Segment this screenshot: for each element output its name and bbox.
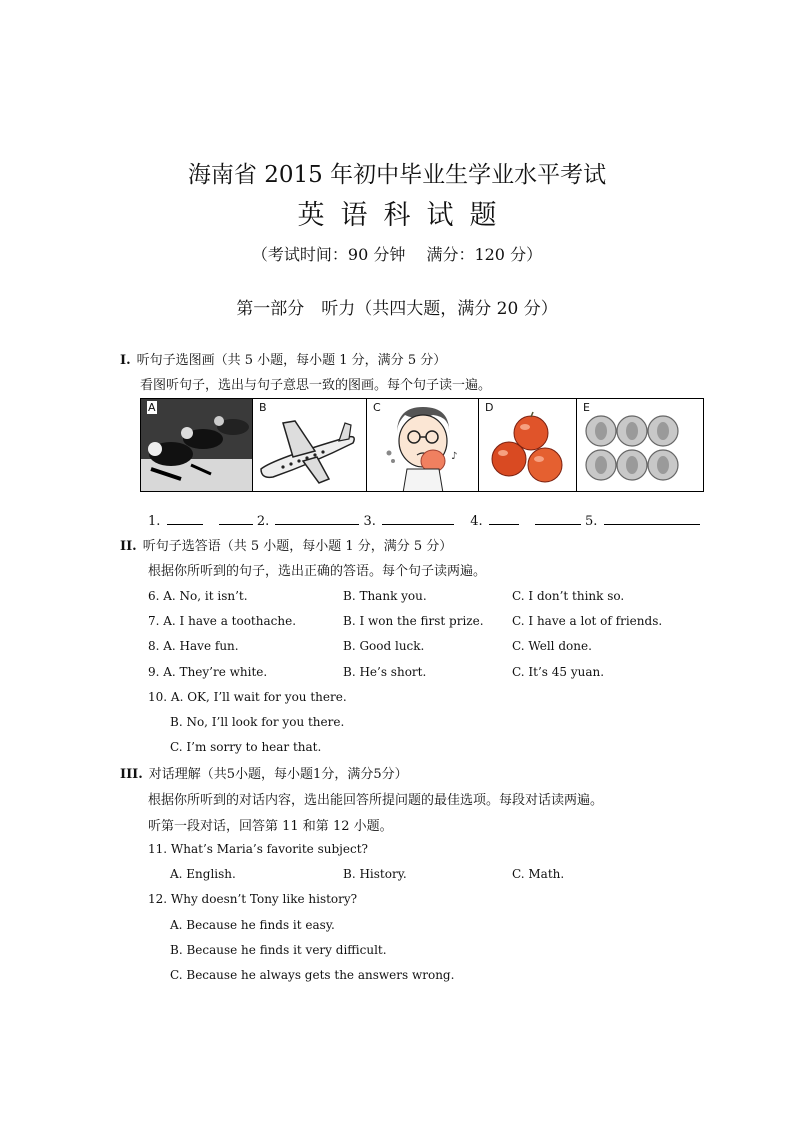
section1-instruction: 看图听句子，选出与句子意思一致的图画。每个句子读一遍。	[140, 378, 492, 393]
picture-e	[577, 399, 703, 491]
answer-number: 5.	[585, 514, 598, 529]
section1-heading	[120, 349, 446, 368]
q6-option-a: 6. A. No, it isn’t.	[148, 589, 248, 603]
coins-icon	[577, 399, 703, 491]
picture-label: A	[148, 401, 156, 414]
q6-option-c: C. I don’t think so.	[512, 589, 625, 603]
part-heading: 第一部分 听力（共四大题，满分 20 分）	[236, 299, 558, 319]
answer-number: 2.	[256, 514, 270, 529]
answer-blank-4b[interactable]	[535, 512, 581, 525]
q9-option-b: B. He’s short.	[343, 665, 427, 679]
section3-instruction: 根据你所听到的对话内容，选出能回答所提问题的最佳选项。每段对话读两遍。	[148, 793, 604, 808]
section3-sub-instruction: 听第一段对话，回答第 11 和第 12 小题。	[148, 819, 393, 834]
q12-option-c: C. Because he always gets the answers wrong.	[170, 968, 455, 982]
section2-heading	[120, 535, 452, 554]
picture-d	[479, 399, 577, 491]
picture-b	[253, 399, 367, 491]
q10-option-b: B. No, I’ll look for you there.	[170, 715, 345, 729]
exam-time-and-score: （考试时间：90 分钟 满分：120 分）	[251, 245, 543, 264]
q9-option-c: C. It’s 45 yuan.	[512, 665, 605, 679]
answer-number: 1.	[148, 514, 161, 529]
speed-skaters-icon	[141, 399, 253, 491]
q8-option-a: 8. A. Have fun.	[148, 639, 239, 653]
answer-blank-3[interactable]	[382, 512, 454, 525]
section3-numeral: III.	[120, 767, 143, 782]
picture-label: D	[485, 401, 494, 414]
q7-option-b: B. I won the first prize.	[343, 614, 484, 628]
q10-option-a: 10. A. OK, I’ll wait for you there.	[148, 690, 347, 704]
q12-stem: 12. Why doesn’t Tony like history?	[148, 892, 358, 906]
boy-with-toothache-icon	[367, 399, 479, 491]
q11-option-a: A. English.	[170, 867, 236, 881]
q11-stem: 11. What’s Maria’s favorite subject?	[148, 842, 368, 856]
svg-text:♪: ♪	[451, 451, 458, 462]
q12-option-b: B. Because he finds it very difficult.	[170, 943, 387, 957]
answer-blank-5[interactable]	[604, 512, 700, 525]
section3-title: 对话理解（共5小题，每小题1分，满分5分）	[148, 767, 408, 782]
picture-a	[141, 399, 253, 491]
section2-numeral: II.	[120, 539, 137, 554]
q10-option-c: C. I’m sorry to hear that.	[170, 740, 322, 754]
q11-option-b: B. History.	[343, 867, 407, 881]
answer-blank-4[interactable]	[489, 512, 519, 525]
q12-option-a: A. Because he finds it easy.	[170, 918, 335, 932]
q7-option-c: C. I have a lot of friends.	[512, 614, 663, 628]
picture-label: C	[373, 401, 381, 414]
section3-heading	[120, 763, 408, 782]
section1-numeral: I.	[120, 353, 131, 368]
exam-subject-title: 英语科试题	[297, 200, 513, 231]
section2-instruction: 根据你所听到的句子，选出正确的答语。每个句子读两遍。	[148, 564, 487, 579]
picture-strip	[140, 398, 704, 492]
q8-option-b: B. Good luck.	[343, 639, 425, 653]
answer-number: 4.	[470, 514, 483, 529]
answer-blank-1[interactable]	[167, 512, 203, 525]
section2-title: 听句子选答语（共 5 小题，每小题 1 分，满分 5 分）	[142, 539, 453, 554]
section1-title: 听句子选图画（共 5 小题，每小题 1 分，满分 5 分）	[136, 353, 447, 368]
answer-blank-1b[interactable]	[219, 512, 253, 525]
q6-option-b: B. Thank you.	[343, 589, 427, 603]
q11-option-c: C. Math.	[512, 867, 565, 881]
picture-label: B	[259, 401, 267, 414]
section1-answer-blanks	[148, 512, 700, 529]
q9-option-a: 9. A. They’re white.	[148, 665, 268, 679]
picture-label: E	[583, 401, 590, 414]
exam-title: 海南省 2015 年初中毕业生学业水平考试	[187, 162, 607, 188]
picture-c	[367, 399, 479, 491]
apples-icon	[479, 399, 577, 491]
answer-number: 3.	[363, 514, 376, 529]
q7-option-a: 7. A. I have a toothache.	[148, 614, 297, 628]
answer-blank-2[interactable]	[275, 512, 359, 525]
q8-option-c: C. Well done.	[512, 639, 592, 653]
airplane-icon	[253, 399, 367, 491]
